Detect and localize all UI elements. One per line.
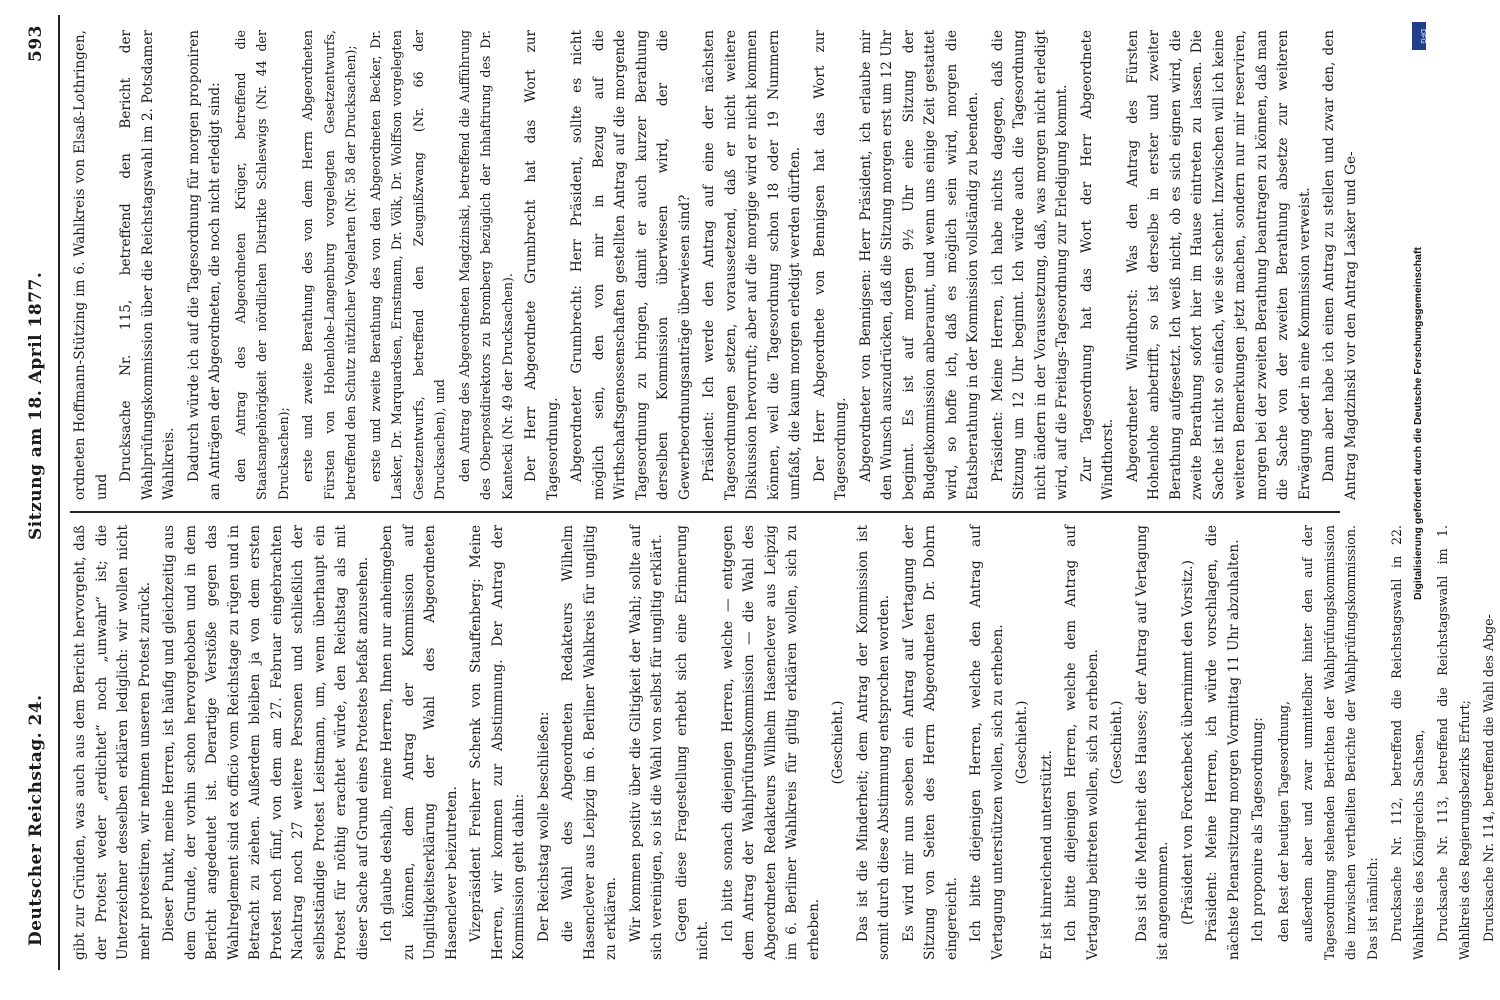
- paragraph: Drucksache Nr. 112, betreffend die Reichstagswahl in 22. Wahlkreis des Königreichs Sachsen,: [1389, 525, 1426, 960]
- paragraph: Drucksache Nr. 115, betreffend den Bericht der Wahlprüfungskommission über die Reichstagswahl im 2. Potsdamer Wahlkreis.: [118, 30, 177, 500]
- paragraph: gibt zur Gründen, was auch aus dem Bericht hervorgeht, daß der Protest weder „erdichtet“ noch „unwahr“ ist; die Unterzeichner desselben erklären lediglich: wir wollen nicht mehr protestiren, wir nehmen unseren Protest zurück.: [72, 525, 153, 960]
- paragraph: Abgeordneter Grumbrecht: Herr Präsident, sollte es nicht möglich sein, den von mir in Bezug auf die Wirthschaftsgenossenschaften gestellten Antrag auf die morgende Tagesordnung zu bringen, damit er auch kurzer Berathung derselben Kommission überwiesen wird, der die Gewerbeordnungsanträge überwiesen sind?: [569, 30, 693, 500]
- paragraph: Wir kommen positiv über die Giltigkeit der Wahl; sollte auf sich vereinigen, so ist die Wahl von selbst für ungiltig erklärt.: [627, 525, 665, 960]
- paragraph: Vizepräsident Freiherr Schenk von Stauffenberg: Meine Herren, wir kommen zur Abstimmung. Der Antrag der Kommission geht dahin:: [468, 525, 527, 960]
- header-rule: [58, 15, 60, 970]
- stage-direction: (Geschieht.): [1109, 700, 1125, 785]
- paragraph: Präsident: Meine Herren, ich würde vorschlagen, die nächste Plenarsitzung morgen Vormittag 11 Uhr abzuhalten.: [1204, 525, 1242, 960]
- paragraph: Er ist hinreichend unterstützt.: [1038, 750, 1055, 960]
- paragraph: Dann aber habe ich einen Antrag zu stellen und zwar den, den Antrag Magdzinski vor den Antrag Lasker und Ge-: [1321, 30, 1359, 500]
- dfg-logo: DFG: [1412, 22, 1426, 50]
- stage-direction: (Präsident von Forckenbeck übernimmt den Vorsitz.): [1179, 560, 1196, 925]
- column-divider: [70, 511, 1340, 513]
- paragraph: Dadurch würde ich auf die Tagesordnung für morgen proponiren an Anträgen der Abgeordneten, die noch nicht erledigt sind:: [185, 30, 223, 500]
- paragraph: Der Herr Abgeordnete von Bennigsen hat das Wort zur Tagesordnung.: [811, 30, 849, 500]
- header-left: Deutscher Reichstag. 24.: [26, 694, 46, 946]
- paragraph: erste und zweite Berathung des von dem Herrn Abgeordneten Fürsten von Hohenlohe-Langenburg vorgelegten Gesetzentwurfs, betreffend den Schutz nützlicher Vogelarten (Nr. 58 der Drucksachen);: [300, 30, 358, 500]
- right-column: [70, 30, 1359, 500]
- paragraph: Der Herr Abgeordnete Grumbrecht hat das Wort zur Tagesordnung.: [523, 30, 561, 500]
- paragraph: Ich glaube deshalb, meine Herren, Ihnen nur anheimgeben zu können, dem Antrag der Kommission auf Ungiltigkeitserklärung der Wahl des Abgeordneten Hasenclever beizutreten.: [379, 525, 460, 960]
- paragraph: Das ist die Mehrheit des Hauses; der Antrag auf Vertagung ist angenommen.: [1133, 525, 1171, 960]
- paragraph: den Antrag des Abgeordneten Krüger, betreffend die Staatsangehörigkeit der nördlichen Distrikte Schleswigs (Nr. 44 der Drucksachen);: [232, 30, 291, 500]
- paragraph: Gegen diese Fragestellung erhebt sich eine Erinnerung nicht.: [673, 525, 711, 960]
- paragraph: Drucksache Nr. 113, betreffend die Reichstagswahl im 1. Wahlkreis des Regierungsbezirks Erfurt;: [1435, 525, 1472, 960]
- paragraph: Abgeordneter Windthorst: Was den Antrag des Fürsten Hohenlohe anbetrifft, so ist derselbe in erster und zweiter Berathung aufgesetzt. Ich weiß nicht, ob es sich eignen wird, die zweite Berathung sofort hier im Hause eintreten zu lassen. Die Sache ist nicht so einfach, wie sie scheint. Inzwischen will ich keine weiteren Bemerkungen jetzt machen, sondern nur mir reserviren, morgen bei der zweiten Berathung beantragen zu können, daß man die Sache von der zweiten Berathung absetze zur weiteren Erwägung oder in eine Kommission verweist.: [1124, 30, 1313, 500]
- paragraph: den Antrag des Abgeordneten Magdzinski, betreffend die Aufführung des Oberpostdirektors zu Bromberg bezüglich der Inhaftirung des Dr. Kantecki (Nr. 49 der Drucksachen).: [456, 30, 515, 500]
- paragraph: Das ist die Minderheit; dem Antrag der Kommission ist somit durch diese Abstimmung entsprochen worden.: [854, 525, 892, 960]
- paragraph: Es wird mir nun soeben ein Antrag auf Vertagung der Sitzung von Seiten des Herrn Abgeordneten Dr. Dohrn eingereicht.: [900, 525, 960, 960]
- paragraph: Ich proponire als Tagesordnung:: [1250, 717, 1266, 942]
- paragraph: erste und zweite Berathung des von den Abgeordneten Becker, Dr. Lasker, Dr. Marquardsen, Ernstmann, Dr. Völk, Dr. Wolffson vorgelegten Gesetzentwurfs, betreffend den Zeugnißzwang (Nr. 66 der Drucksachen), und: [367, 30, 447, 500]
- page-header: [18, 15, 52, 970]
- paragraph: Der Reichstag wolle beschließen:: [535, 711, 552, 942]
- header-center: Sitzung am 18. April 1877.: [26, 271, 46, 540]
- paragraph: die Wahl des Abgeordneten Redakteurs Wilhelm Hasenclever aus Leipzig im 6. Berliner Wahlkreis für ungiltig zu erklären.: [560, 525, 619, 960]
- paragraph: Drucksache Nr. 114, betreffend die Wahl des Abge-: [1481, 614, 1496, 942]
- dfg-funding-notice: Digitalisierung gefördert durch die Deutsche Forschungsgemeinschaft: [1412, 247, 1424, 600]
- paragraph: Präsident: Meine Herren, ich habe nichts dagegen, daß die Sitzung um 12 Uhr beginnt. Ich würde auch die Tagesordnung nicht ändern in der Voraussetzung, daß, was morgen nicht erledigt wird, auf die Freitags-Tagesordnung zur Erledigung kommt.: [989, 30, 1070, 500]
- paragraph: ordneten Hoffmann-Stützing im 6. Wahlkreis von Elsaß-Lothringen, und: [72, 30, 110, 500]
- paragraph: Ich bitte sonach diejenigen Herren, welche — entgegen dem Antrag der Wahlprüfungskommission — die Wahl des Abgeordneten Redakteurs Wilhelm Hasenclever aus Leipzig im 6. Berliner Wahlkreis für giltig erklären wollen, sich zu erheben.: [719, 525, 822, 960]
- paragraph: Zur Tagesordnung hat das Wort der Herr Abgeordnete Windthorst.: [1078, 30, 1116, 500]
- stage-direction: (Geschieht.): [830, 700, 846, 785]
- page-number: 593: [26, 25, 46, 62]
- paragraph: Dieser Punkt, meine Herren, ist häufig und gleichzeitig aus dem Grunde, der vorhin schon hervorgehoben und in dem Bericht angedeutet ist. Derartige Verstöße gegen das Wahlreglement sind ex officio vom Reichstage zu rügen und in Betracht zu ziehen. Außerdem bleiben ja von dem ersten Protest noch fünf, von dem am 27. Februar eingebrachten Nachtrag noch 27 weitere Personen und schließlich der selbstständige Protest Leistmann, um, wenn überhaupt ein Protest für nöthig erachtet würde, den Reichstag als mit dieser Sache auf Grund eines Protestes befaßt anzusehen.: [161, 525, 371, 960]
- stage-direction: (Geschieht.): [1014, 700, 1030, 785]
- paragraph: den Rest der heutigen Tagesordnung,: [1275, 701, 1291, 942]
- paragraph: Abgeordneter von Bennigsen: Herr Präsident, ich erlaube mir den Wunsch auszudrücken, daß die Sitzung morgen erst um 12 Uhr beginnt. Es ist auf morgen 9½ Uhr eine Sitzung der Budgetkommission anberaumt, und wenn uns einige Zeit gestattet wird, so hoffe ich, daß es möglich sein wird, morgen die Etatsberathung in der Kommission vollständig zu beenden.: [857, 30, 981, 500]
- paragraph: Ich bitte diejenigen Herren, welche den Antrag auf Vertagung unterstützen wollen, sich zu erheben.: [968, 525, 1006, 960]
- paragraph: Präsident: Ich werde den Antrag auf eine der nächsten Tagesordnungen setzen, voraussetzend, daß er nicht weitere Diskussion hervorruft; aber auf die morgige wird er nicht kommen können, weil die Tagesordnung schon 18 oder 19 Nummern umfaßt, die kaum morgen erledigt werden dürften.: [701, 30, 803, 500]
- paragraph: Ich bitte diejenigen Herren, welche dem Antrag auf Vertagung beitreten wollen, sich zu erheben.: [1063, 525, 1101, 960]
- paragraph: außerdem aber und zwar unmittelbar hinter den auf der Tagesordnung stehenden Berichten der Wahlprüfungskommission die inzwischen vertheilten Berichte der Wahlprüfungskommission. Das ist nämlich:: [1300, 525, 1380, 960]
- left-column: [70, 525, 1496, 960]
